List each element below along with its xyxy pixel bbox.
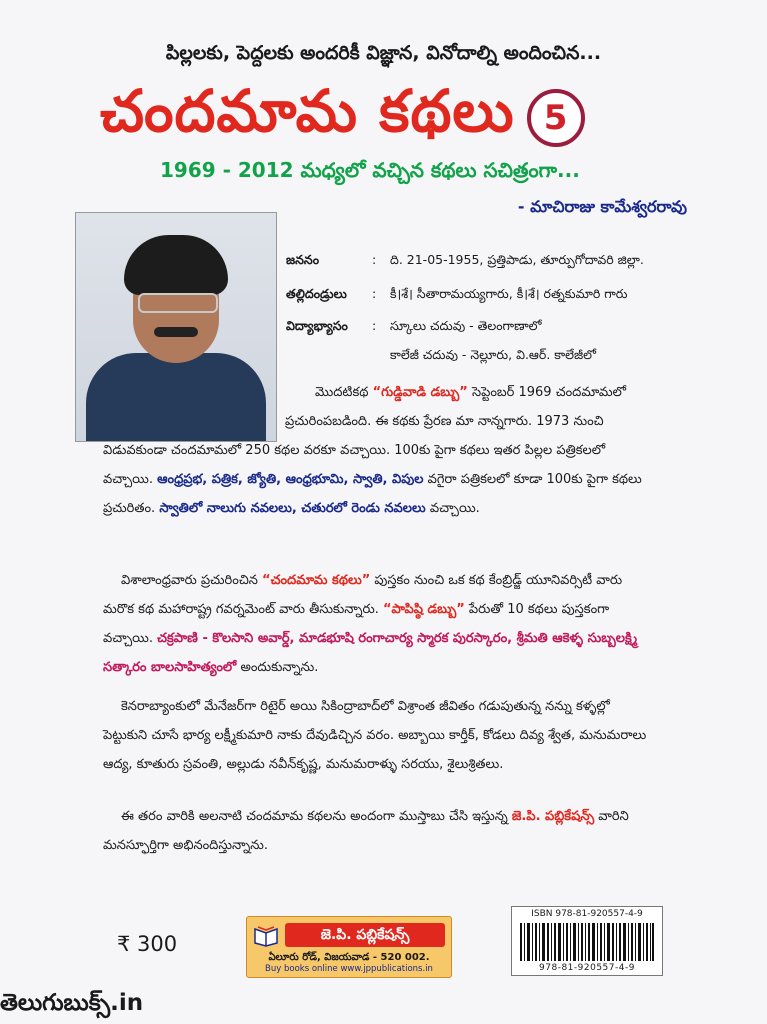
paragraph-line [103, 595, 713, 624]
publisher-website: Buy books online www.jppublications.in [265, 964, 433, 974]
title-row [100, 78, 585, 158]
paragraph-line: విడువకుండా చందమామలో 250 కథల వరకూ వచ్చాయి. 100కు పైగా కథలు ఇతర పిల్లల పత్రికలలో [103, 443, 606, 458]
publisher-mention: జె.పి. పబ్లికేషన్స్ [511, 809, 595, 824]
info-value: ది. 21-05-1955, ప్రత్తిపాడు, తూర్పుగోదావరి జిల్లా. [390, 252, 644, 267]
magazines-list: ఆంధ్రప్రభ, పత్రిక, జ్యోతి, ఆంధ్రభూమి, స్వాతి, విపుల [157, 472, 424, 487]
text-span: ప్రచురితం. [103, 501, 160, 516]
years-subtitle: 1969 - 2012 మధ్యలో వచ్చిన కథలు సచిత్రంగా... [160, 158, 580, 182]
info-colon: : [372, 318, 377, 333]
barcode-bars [520, 923, 654, 961]
novels-note: స్వాతిలో నాలుగు నవలలు, చతురలో రెండు నవలలు [159, 501, 426, 516]
paragraph-line [103, 566, 713, 595]
publisher-name: జె.పి. పబ్లికేషన్స్ [285, 923, 445, 947]
paragraph-line: ప్రచురింపబడింది. ఈ కథకు ప్రేరణ మా నాన్నగారు. 1973 నుంచి [285, 414, 604, 429]
text-span: అందుకున్నాను. [236, 660, 319, 675]
book-reference: “చందమామ కథలు” [262, 573, 371, 588]
photo-hair [124, 235, 228, 295]
info-label: జననం [286, 252, 320, 267]
info-value: కాలేజీ చదువు - నెల్లూరు, వి.ఆర్. కాలేజీలో [390, 347, 596, 362]
info-value: స్కూలు చదువు - తెలంగాణాలో [390, 318, 542, 333]
paragraph-line: పెట్టుకుని చూసే భార్య లక్ష్మీకుమారి నాకు దేవుడిచ్చిన వరం. అబ్బాయి కార్తీక్, కోడలు దివ్య శ్వేత, మనుమరాలు [103, 728, 647, 743]
text-span: వచ్చాయి. [103, 631, 158, 646]
text-span: వచ్చాయి. [103, 472, 158, 487]
info-label: తల్లిదండ్రులు [286, 286, 347, 301]
paragraph-line [103, 624, 713, 653]
isbn-text-top: ISBN 978-81-920557-4-9 [531, 909, 643, 919]
paragraph-line [103, 465, 713, 494]
text-span: పేరుతో 10 కథలు పుస్తకంగా [464, 602, 610, 617]
book-icon [253, 923, 279, 947]
paragraph-line [103, 653, 713, 682]
info-colon: : [372, 252, 377, 267]
awards-list: సత్కారం బాలసాహిత్యంలో [103, 660, 237, 675]
tagline: పిల్లలకు, పెద్దలకు అందరికీ విజ్ఞాన, వినోదాల్ని అందించిన... [165, 42, 602, 64]
paragraph-awards [103, 566, 713, 682]
book-title: చందమామ కథలు [100, 76, 515, 145]
first-story-title: “గుడ్డివాడి డబ్బు” [372, 385, 468, 400]
isbn-text-bottom: 978-81-920557-4-9 [539, 963, 635, 973]
author-credit: - మాచిరాజు కామేశ్వరరావు [517, 197, 687, 216]
photo-glasses [138, 293, 218, 313]
paragraph-line [103, 802, 713, 831]
info-value: కీ।శే। సీతారామయ్యగారు, కీ।శే। రత్నకుమారి గారు [390, 286, 628, 301]
text-span: వగైరా పత్రికలలో కూడా 100కు పైగా కథలు [423, 472, 642, 487]
photo-mustache [154, 327, 198, 337]
paragraph-line: కెనరాబ్యాంకులో మేనేజర్‌గా రిటైర్ అయి సికింద్రాబాద్‌లో విశ్రాంత జీవితం గడుపుతున్న నన్ను కళ్ళల్లో [121, 699, 610, 714]
text-span: మరొక కథ మహారాష్ట్ర గవర్నమెంట్ వారు తీసుకున్నారు. [103, 602, 383, 617]
paragraph-career [103, 378, 713, 523]
text-span: పుస్తకం నుంచి ఒక కథ కేంబ్రిడ్జ్ యూనివర్సిటీ వారు [370, 573, 623, 588]
volume-badge: 5 [527, 89, 585, 147]
price-label: ₹ 300 [117, 932, 178, 956]
isbn-barcode [511, 906, 663, 976]
paragraph-line [103, 494, 713, 523]
site-watermark: తెలుగుబుక్స్.in [0, 990, 144, 1016]
text-span: వారిని [594, 809, 629, 824]
publisher-address: ఏలూరు రోడ్, విజయవాడ - 520 002. [268, 952, 430, 963]
paragraph-family [103, 692, 713, 779]
text-span: మొదటికథ [315, 385, 373, 400]
text-span: వచ్చాయి. [425, 501, 480, 516]
publisher-logo-box [246, 916, 452, 978]
awards-list: చక్రపాణి - కొలసాని అవార్డ్, మాడభూషి రంగాచార్య స్మారక పురస్కారం, శ్రీమతి ఆకెళ్ళ సుబ్బలక్ష్మి [157, 631, 638, 646]
paragraph-line: ఆద్య, కూతురు స్రవంతి, అల్లుడు నవీన్‌కృష్ణ, మనుమరాళ్ళు సరయు, శైలుశ్రితలు. [103, 757, 504, 772]
paragraph-line [103, 378, 713, 407]
text-span: విశాలాంధ్రవారు ప్రచురించిన [121, 573, 263, 588]
info-label: విద్యాభ్యాసం [286, 318, 348, 333]
text-span: ఈ తరం వారికి అలనాటి చందమామ కథలను అందంగా ముస్తాబు చేసి ఇస్తున్న [121, 809, 512, 824]
info-colon: : [372, 286, 377, 301]
book-reference: “పాపిష్ఠి డబ్బు” [382, 602, 465, 617]
paragraph-line: మనస్ఫూర్తిగా అభినందిస్తున్నాను. [103, 838, 269, 853]
text-span: సెప్టెంబర్ 1969 చందమామలో [467, 385, 627, 400]
paragraph-thanks [103, 802, 713, 860]
